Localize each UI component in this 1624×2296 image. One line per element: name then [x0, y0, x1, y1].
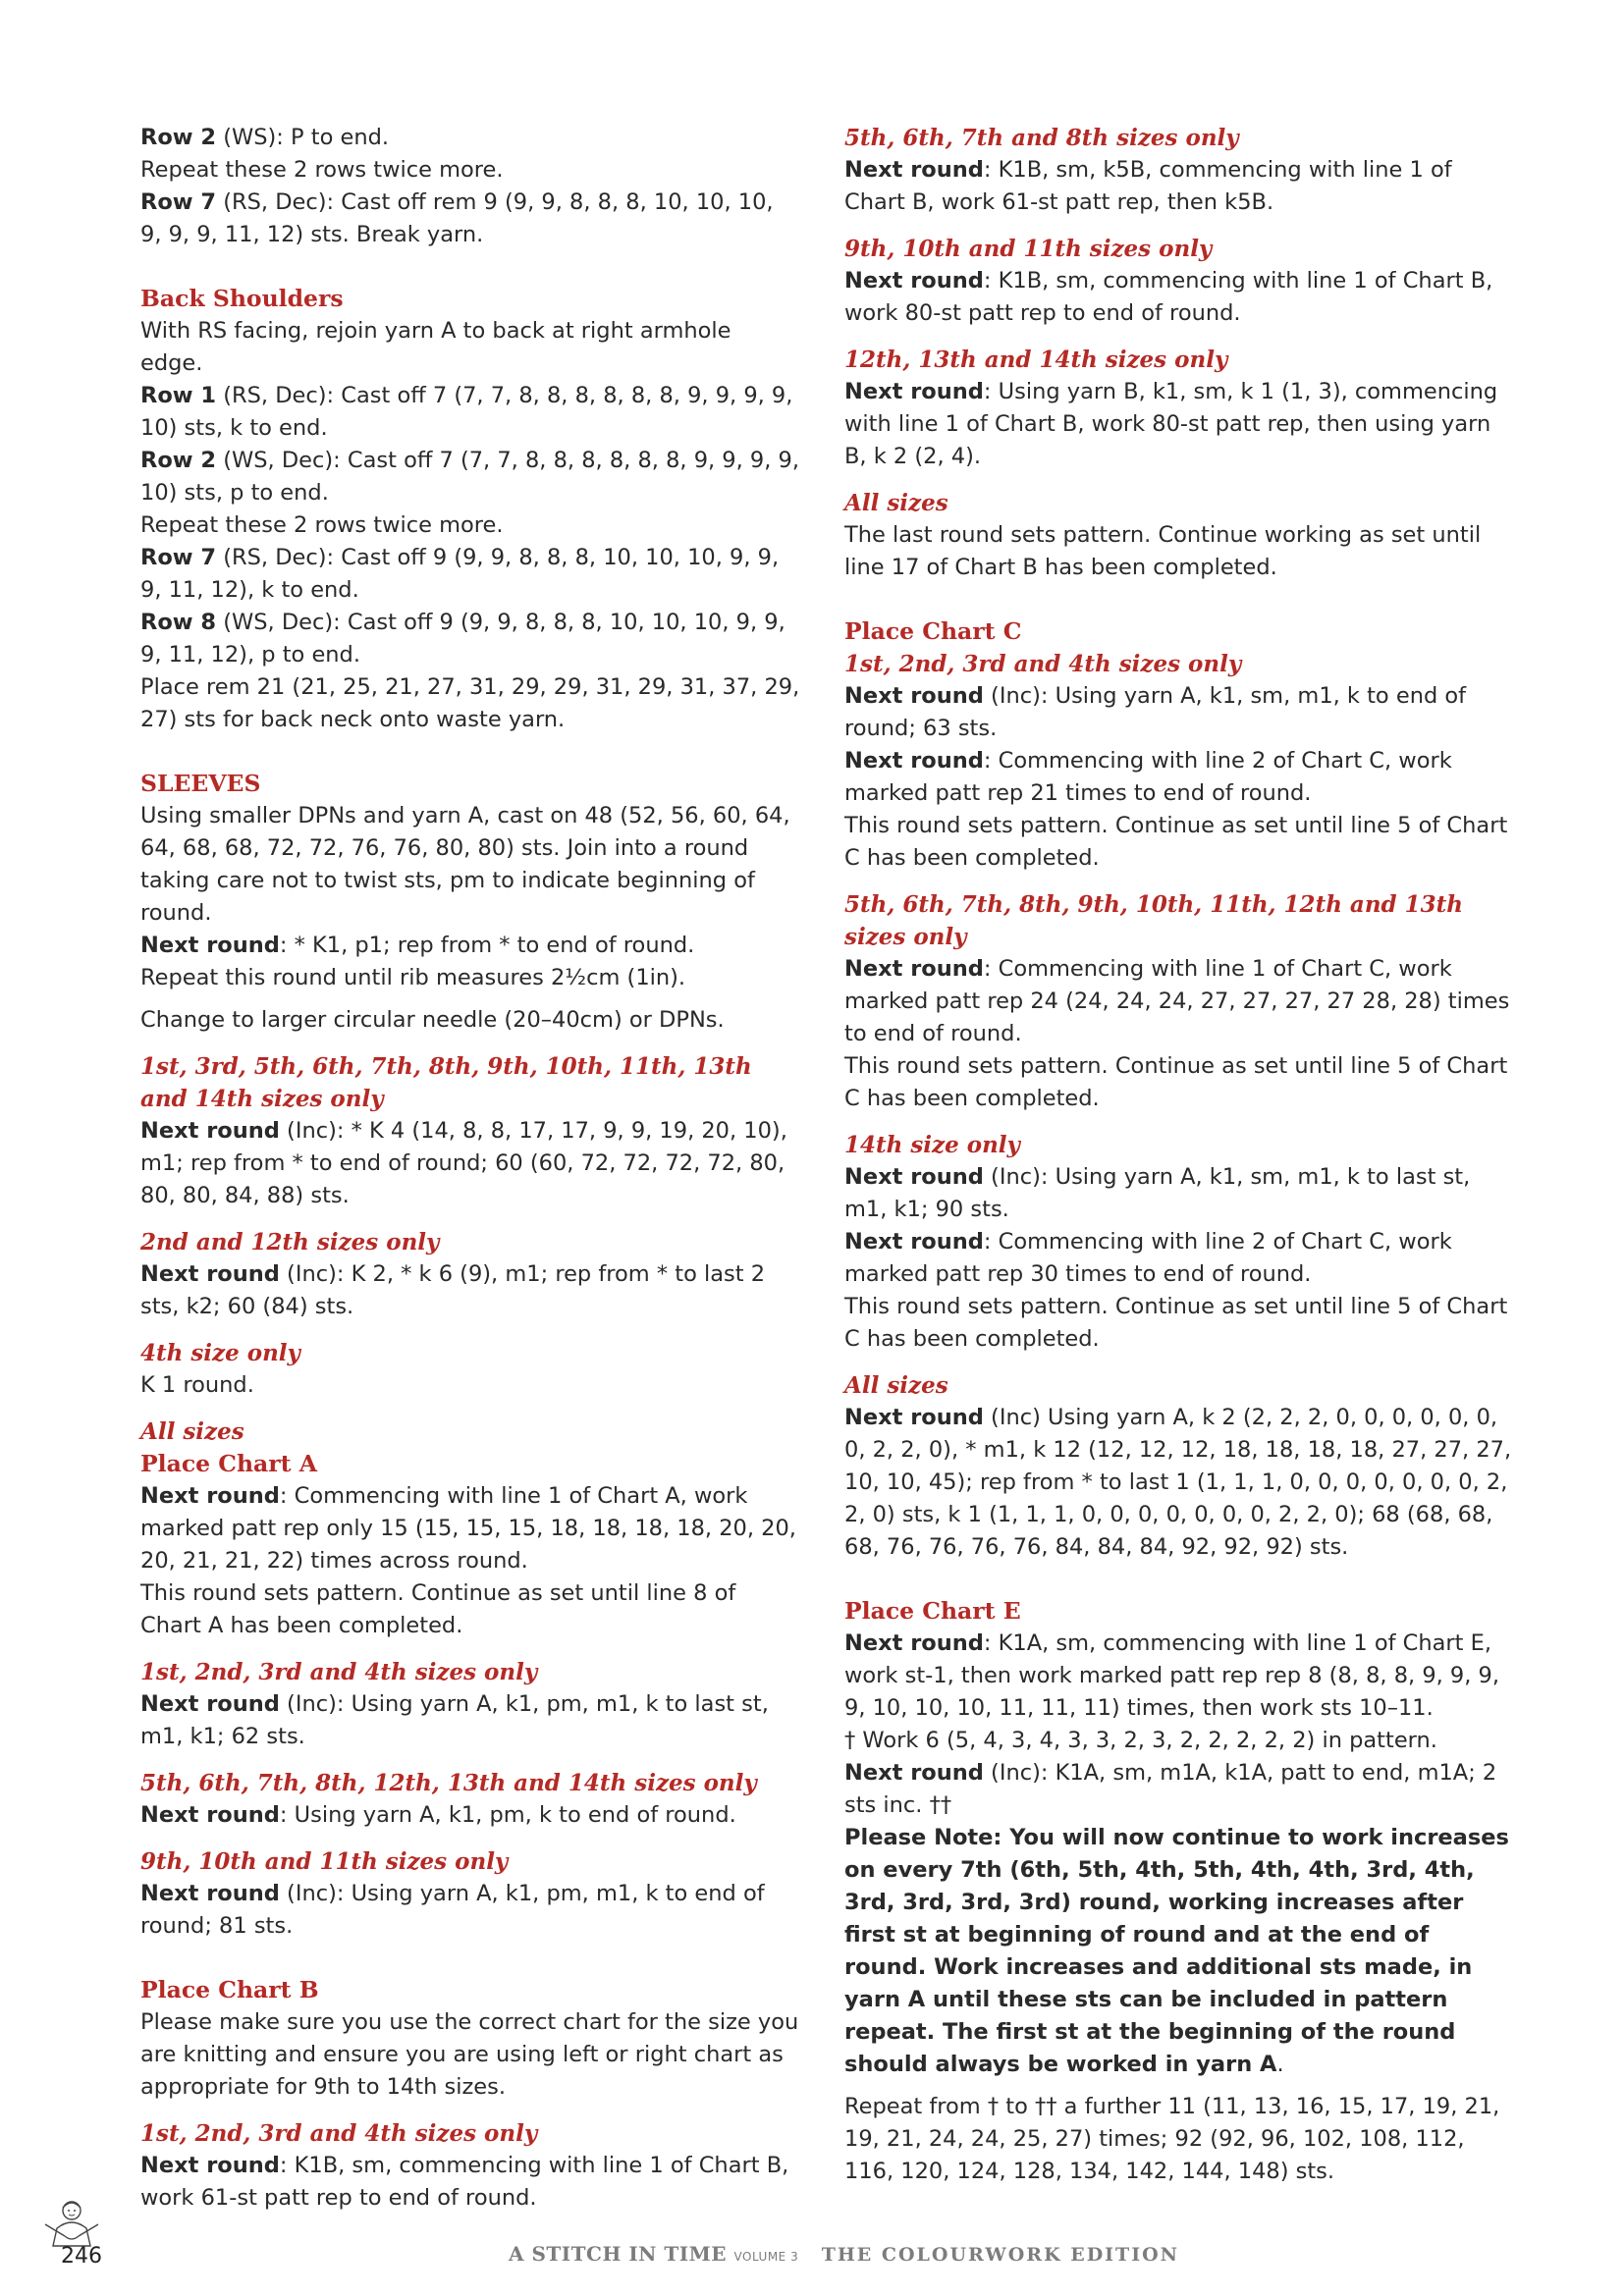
round-instruction: Next round (Inc): Using yarn A, k1, sm, m1, k to end of round; 63 sts.	[844, 683, 1467, 741]
round-instruction: Next round: Commencing with line 1 of Chart A, work marked patt rep only 15 (15, 15, 15, 18, 18, 18, 18, 20, 20, 20, 21, 21, 22) times across round.	[140, 1483, 796, 1574]
round-instruction: Next round: * K1, p1; rep from * to end of round.	[140, 933, 695, 958]
size-heading: All sizes	[844, 490, 948, 516]
row-instruction: Row 2 (WS): P to end.	[140, 125, 390, 150]
paragraph: Change to larger circular needle (20–40cm) or DPNs.	[140, 1007, 725, 1033]
left-column	[140, 122, 800, 2215]
row-instruction: Row 8 (WS, Dec): Cast off 9 (9, 9, 8, 8, 8, 10, 10, 10, 9, 9, 9, 11, 12), p to end.	[140, 610, 785, 667]
size-heading: 9th, 10th and 11th sizes only	[140, 1848, 509, 1875]
size-heading: 1st, 3rd, 5th, 6th, 7th, 8th, 9th, 10th, 11th, 13th and 14th sizes only	[140, 1053, 752, 1112]
size-heading: 5th, 6th, 7th, 8th, 12th, 13th and 14th sizes only	[140, 1770, 757, 1796]
please-note: Please Note: You will now continue to work increases on every 7th (6th, 5th, 4th, 5th, 4th, 4th, 3rd, 4th, 3rd, 3rd, 3rd, 3rd) round, working increases after first st at beginning of round and at the end of round. Work increases and additional sts made, in yarn A until these sts can be included in pattern repeat. The first st at the beginning of the round should always be worked in yarn A.	[844, 1825, 1509, 2077]
right-column	[844, 122, 1512, 2188]
round-instruction: Next round: Using yarn B, k1, sm, k 1 (1, 3), commencing with line 1 of Chart B, work 80-st patt rep, then using yarn B, k 2 (2, 4).	[844, 379, 1498, 469]
round-instruction: Next round: Commencing with line 2 of Chart C, work marked patt rep 21 times to end of round.	[844, 748, 1452, 806]
repeat-instruction: Repeat this round until rib measures 2½cm (1in).	[140, 965, 686, 990]
chart-c-section	[844, 615, 1512, 875]
size-heading: 4th size only	[140, 1340, 300, 1366]
section-heading: Place Chart B	[140, 1976, 319, 2003]
round-instruction: Next round: Commencing with line 2 of Chart C, work marked patt rep 30 times to end of round.	[844, 1229, 1452, 1287]
paragraph: The last round sets pattern. Continue working as set until line 17 of Chart B has been completed.	[844, 522, 1482, 580]
size-block	[140, 1050, 800, 1212]
publication-title: A STITCH IN TIME VOLUME 3 THE COLOURWORK EDITION	[509, 2242, 1179, 2266]
size-block	[140, 1226, 800, 1323]
sleeves-section	[140, 768, 800, 1037]
size-block	[140, 2117, 800, 2215]
size-block	[844, 487, 1512, 584]
size-heading: 1st, 2nd, 3rd and 4th sizes only	[140, 1659, 538, 1685]
size-block	[140, 1845, 800, 1943]
size-heading: 1st, 2nd, 3rd and 4th sizes only	[140, 2120, 538, 2147]
repeat-instruction: Repeat these 2 rows twice more.	[140, 157, 504, 183]
size-heading: 5th, 6th, 7th, 8th, 9th, 10th, 11th, 12th and 13th sizes only	[844, 891, 1463, 950]
section-heading: Place Chart A	[140, 1450, 317, 1477]
chart-b-section	[140, 1974, 800, 2104]
row-instruction: Row 2 (WS, Dec): Cast off 7 (7, 7, 8, 8, 8, 8, 8, 8, 9, 9, 9, 9, 10) sts, p to end.	[140, 448, 800, 506]
round-instruction: Next round: K1B, sm, commencing with line 1 of Chart B, work 61-st patt rep to end of round.	[140, 2153, 789, 2211]
size-block	[844, 888, 1512, 1115]
paragraph: † Work 6 (5, 4, 3, 4, 3, 3, 2, 3, 2, 2, 2, 2, 2) in pattern.	[844, 1728, 1437, 1753]
round-instruction: Next round: K1A, sm, commencing with line 1 of Chart E, work st-1, then work marked patt rep rep 8 (8, 8, 8, 9, 9, 9, 9, 10, 10, 10, 11, 11, 11) times, then work sts 10–11.	[844, 1630, 1500, 1721]
section-heading: SLEEVES	[140, 770, 261, 797]
size-heading: All sizes	[844, 1372, 948, 1399]
round-instruction: Next round (Inc): Using yarn A, k1, pm, m1, k to last st, m1, k1; 62 sts.	[140, 1691, 769, 1749]
round-instruction: Next round: K1B, sm, commencing with line 1 of Chart B, work 80-st patt rep to end of round.	[844, 268, 1493, 326]
back-shoulders-section	[140, 283, 800, 736]
front-rows	[140, 122, 800, 251]
size-heading: 5th, 6th, 7th and 8th sizes only	[844, 125, 1239, 151]
size-block	[140, 1767, 800, 1832]
size-block	[844, 1129, 1512, 1356]
repeat-instruction: Repeat these 2 rows twice more.	[140, 512, 504, 538]
size-heading: All sizes	[140, 1418, 244, 1445]
paragraph: This round sets pattern. Continue as set until line 5 of Chart C has been completed.	[844, 1294, 1508, 1352]
round-instruction: Next round: Using yarn A, k1, pm, k to end of round.	[140, 1802, 736, 1828]
paragraph: With RS facing, rejoin yarn A to back at right armhole edge.	[140, 318, 731, 376]
size-block	[844, 1369, 1512, 1564]
round-instruction: Next round (Inc): K 2, * k 6 (9), m1; rep from * to last 2 sts, k2; 60 (84) sts.	[140, 1261, 766, 1319]
size-heading: 2nd and 12th sizes only	[140, 1229, 440, 1255]
section-heading: Place Chart C	[844, 617, 1022, 645]
round-instruction: Next round (Inc): Using yarn A, k1, sm, m1, k to last st, m1, k1; 90 sts.	[844, 1164, 1471, 1222]
row-instruction: Row 7 (RS, Dec): Cast off rem 9 (9, 9, 8, 8, 8, 10, 10, 10, 9, 9, 9, 11, 12) sts. Break yarn.	[140, 189, 774, 247]
volume-label: VOLUME 3	[733, 2250, 799, 2264]
size-block	[844, 122, 1512, 219]
size-heading: 1st, 2nd, 3rd and 4th sizes only	[844, 651, 1242, 677]
paragraph: Please make sure you use the correct chart for the size you are knitting and ensure you are using left or right chart as appropriate for 9th to 14th sizes.	[140, 2009, 799, 2100]
page-footer	[0, 2226, 1624, 2285]
section-heading: Place Chart E	[844, 1597, 1021, 1625]
round-instruction: Next round (Inc): * K 4 (14, 8, 8, 17, 17, 9, 9, 19, 20, 10), m1; rep from * to end of round; 60 (60, 72, 72, 72, 72, 80, 80, 80, 84, 88) sts.	[140, 1118, 787, 1208]
size-block	[844, 344, 1512, 473]
round-instruction: Next round: K1B, sm, k5B, commencing with line 1 of Chart B, work 61-st patt rep, then k5B.	[844, 157, 1452, 215]
paragraph: This round sets pattern. Continue as set until line 8 of Chart A has been completed.	[140, 1580, 736, 1638]
size-block	[140, 1656, 800, 1753]
row-instruction: Row 1 (RS, Dec): Cast off 7 (7, 7, 8, 8, 8, 8, 8, 8, 9, 9, 9, 9, 10) sts, k to end.	[140, 383, 793, 441]
round-instruction: Next round: Commencing with line 1 of Chart C, work marked patt rep 24 (24, 24, 24, 27, 27, 27, 27 28, 28) times to end of round.	[844, 956, 1510, 1046]
size-heading: 14th size only	[844, 1132, 1020, 1158]
size-block	[140, 1337, 800, 1402]
size-block	[844, 233, 1512, 330]
paragraph: Repeat from † to †† a further 11 (11, 13, 16, 15, 17, 19, 21, 19, 21, 24, 24, 25, 27) times; 92 (92, 96, 102, 108, 112, 116, 120, 124, 128, 134, 142, 144, 148) sts.	[844, 2094, 1500, 2184]
round-instruction: Next round (Inc) Using yarn A, k 2 (2, 2, 2, 0, 0, 0, 0, 0, 0, 0, 2, 2, 0), * m1, k 12 (12, 12, 12, 18, 18, 18, 18, 27, 27, 27, 10, 10, 45); rep from * to last 1 (1, 1, 1, 0, 0, 0, 0, 0, 0, 0, 2, 2, 0) sts, k 1 (1, 1, 1, 0, 0, 0, 0, 0, 0, 0, 2, 2, 0); 68 (68, 68, 68, 76, 76, 76, 76, 84, 84, 84, 92, 92, 92) sts.	[844, 1405, 1512, 1560]
size-heading: 12th, 13th and 14th sizes only	[844, 347, 1228, 373]
size-heading: 9th, 10th and 11th sizes only	[844, 236, 1213, 262]
paragraph: This round sets pattern. Continue as set until line 5 of Chart C has been completed.	[844, 1053, 1508, 1111]
paragraph: Place rem 21 (21, 25, 21, 27, 31, 29, 29, 31, 29, 31, 37, 29, 27) sts for back neck onto waste yarn.	[140, 674, 800, 732]
section-heading: Back Shoulders	[140, 285, 344, 312]
round-instruction: Next round (Inc): Using yarn A, k1, pm, m1, k to end of round; 81 sts.	[140, 1881, 765, 1939]
round-instruction: Next round (Inc): K1A, sm, m1A, k1A, patt to end, m1A; 2 sts inc. ††	[844, 1760, 1497, 1818]
paragraph: K 1 round.	[140, 1372, 254, 1398]
chart-a-section	[140, 1415, 800, 1642]
paragraph: Using smaller DPNs and yarn A, cast on 48 (52, 56, 60, 64, 64, 68, 68, 72, 72, 76, 76, 80, 80) sts. Join into a round taking care not to twist sts, pm to indicate beginning of round.	[140, 803, 790, 926]
edition-label: THE COLOURWORK EDITION	[821, 2244, 1179, 2266]
row-instruction: Row 7 (RS, Dec): Cast off 9 (9, 9, 8, 8, 8, 10, 10, 10, 9, 9, 9, 11, 12), k to end.	[140, 545, 780, 603]
page-number: 246	[61, 2244, 102, 2269]
chart-e-section	[844, 1595, 1512, 2188]
paragraph: This round sets pattern. Continue as set until line 5 of Chart C has been completed.	[844, 813, 1508, 871]
